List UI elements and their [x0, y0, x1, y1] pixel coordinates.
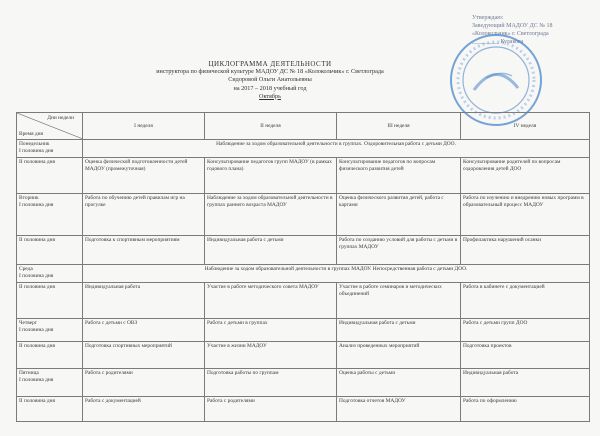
corner-bottom-label: Время дня: [19, 130, 44, 137]
table-cell: Профилактика нарушений осанки: [461, 235, 590, 264]
approval-line-4: _________ Кулакова: [472, 39, 524, 45]
header-month: [110, 93, 430, 101]
day-period-2: II половина дня: [17, 158, 83, 194]
table-cell: Работа с родителями: [83, 369, 205, 396]
table-cell: Подготовка проектов: [461, 342, 590, 369]
table-cell: Консультирование педагогов по вопросам физического развития детей: [337, 158, 461, 194]
corner-cell: [17, 113, 83, 140]
table-cell: Консультирование педагогов групп МАДОУ (в рамках годового плана): [205, 158, 337, 194]
approval-line-3: «Колокольчик» г. Светлограда: [472, 31, 549, 37]
day-monday: [17, 140, 83, 158]
table-cell: Работа с родителями: [205, 396, 337, 421]
table-cell: Участие в работе семинаров и методических объединений: [337, 283, 461, 319]
day-wednesday: [17, 265, 83, 283]
table-cell: Подготовка работы по группам: [205, 369, 337, 396]
week-header-2: II неделя: [205, 113, 337, 140]
day-friday: [17, 369, 83, 396]
week-header-4: IV неделя: [461, 113, 590, 140]
table-cell: Анализ проведенных мероприятий: [337, 342, 461, 369]
table-cell: Работа в кабинете с документацией: [461, 283, 590, 319]
day-name: Понедельник: [19, 141, 50, 148]
header-year: [110, 85, 430, 93]
corner-top-label: Дни недели: [47, 115, 74, 121]
wednesday-span-cell: Наблюдение за ходом образовательной деятельности в группах МАДОУ. Непосредственная работа с детьми ДОО.: [83, 265, 590, 283]
table-cell: Подготовка спортивных мероприятий: [83, 342, 205, 369]
day-name: Вторник: [19, 194, 39, 201]
day-period-2: II половина дня: [17, 283, 83, 319]
month-label: Октябрь: [259, 92, 281, 100]
day-period-2: II половина дня: [17, 235, 83, 264]
table-cell: Индивидуальная работа с детьми: [337, 318, 461, 341]
table-cell: Оценка физической подготовленности детей МАДОУ (промежуточная): [83, 158, 205, 194]
table-cell: Участие в работе методического совета МАДОУ: [205, 283, 337, 319]
approval-line-1: Утверждаю:: [472, 15, 504, 21]
table-cell: Работа по обучению детей правилам игр на прогулке: [83, 193, 205, 235]
table-cell: Работа с детьми групп ДОО: [461, 318, 590, 341]
day-period: I половина дня: [19, 148, 54, 155]
table-cell: Индивидуальная работа: [83, 283, 205, 319]
table-cell: Наблюдение за ходом образовательной деятельности в группах раннего возраста МАДОУ: [205, 193, 337, 235]
approval-line-2: Заведующий МАДОУ ДС № 18: [472, 23, 553, 29]
table-cell: Консультирование родителей по вопросам оздоровления детей ДОО: [461, 158, 590, 194]
table-cell: Подготовка отчетов МАДОУ: [337, 396, 461, 421]
table-cell: Индивидуальная работа: [461, 369, 590, 396]
table-cell: Работа по оформлению: [461, 396, 590, 421]
day-period-2: II половина дня: [17, 396, 83, 421]
day-name: Пятница: [19, 370, 39, 377]
day-period: I половина дня: [19, 201, 54, 208]
day-period: I половина дня: [19, 377, 54, 384]
schedule-table: [16, 112, 590, 422]
day-tuesday: [17, 193, 83, 235]
day-thursday: [17, 318, 83, 341]
table-cell: Участие в жизни МАДОУ: [205, 342, 337, 369]
document-header: [110, 60, 430, 101]
table-cell: Работа с детьми с ОВЗ: [83, 318, 205, 341]
table-cell: Оценка работы с детьми: [337, 369, 461, 396]
table-cell: Подготовка к спортивным мероприятиям: [83, 235, 205, 264]
table-cell: Индивидуальная работа с детьми: [205, 235, 337, 264]
week-header-1: I неделя: [83, 113, 205, 140]
day-period: I половина дня: [19, 273, 54, 280]
header-line-2: инструктора по физической культуре МАДОУ ДС № 18 «Колокольчик» г. Светлограда: [156, 68, 384, 76]
day-period-2: II половина дня: [17, 342, 83, 369]
day-name: Среда: [19, 266, 33, 273]
table-cell: Работа с документацией: [83, 396, 205, 421]
table-cell: Работа по созданию условий для работы с детьми в группах МАДОУ: [337, 235, 461, 264]
day-period: I половина дня: [19, 326, 54, 333]
monday-span-cell: Наблюдение за ходом образовательной деятельности в группах. Оздоровительная работа с детьми ДОО.: [83, 140, 590, 158]
header-line-3: Сидоровой Ольги Анатольевны: [228, 76, 312, 84]
table-cell: Работа с детьми в группах: [205, 318, 337, 341]
header-year-text: на 2017 – 2018 учебный год: [233, 84, 307, 92]
table-cell: Работа по изучению и внедрению новых программ в образовательный процесс МАДОУ: [461, 193, 590, 235]
document-title: ЦИКЛОГРАММА ДЕЯТЕЛЬНОСТИ: [208, 60, 332, 68]
table-cell: Оценка физического развития детей, работа с картами: [337, 193, 461, 235]
day-name: Четверг: [19, 319, 38, 326]
week-header-3: III неделя: [337, 113, 461, 140]
